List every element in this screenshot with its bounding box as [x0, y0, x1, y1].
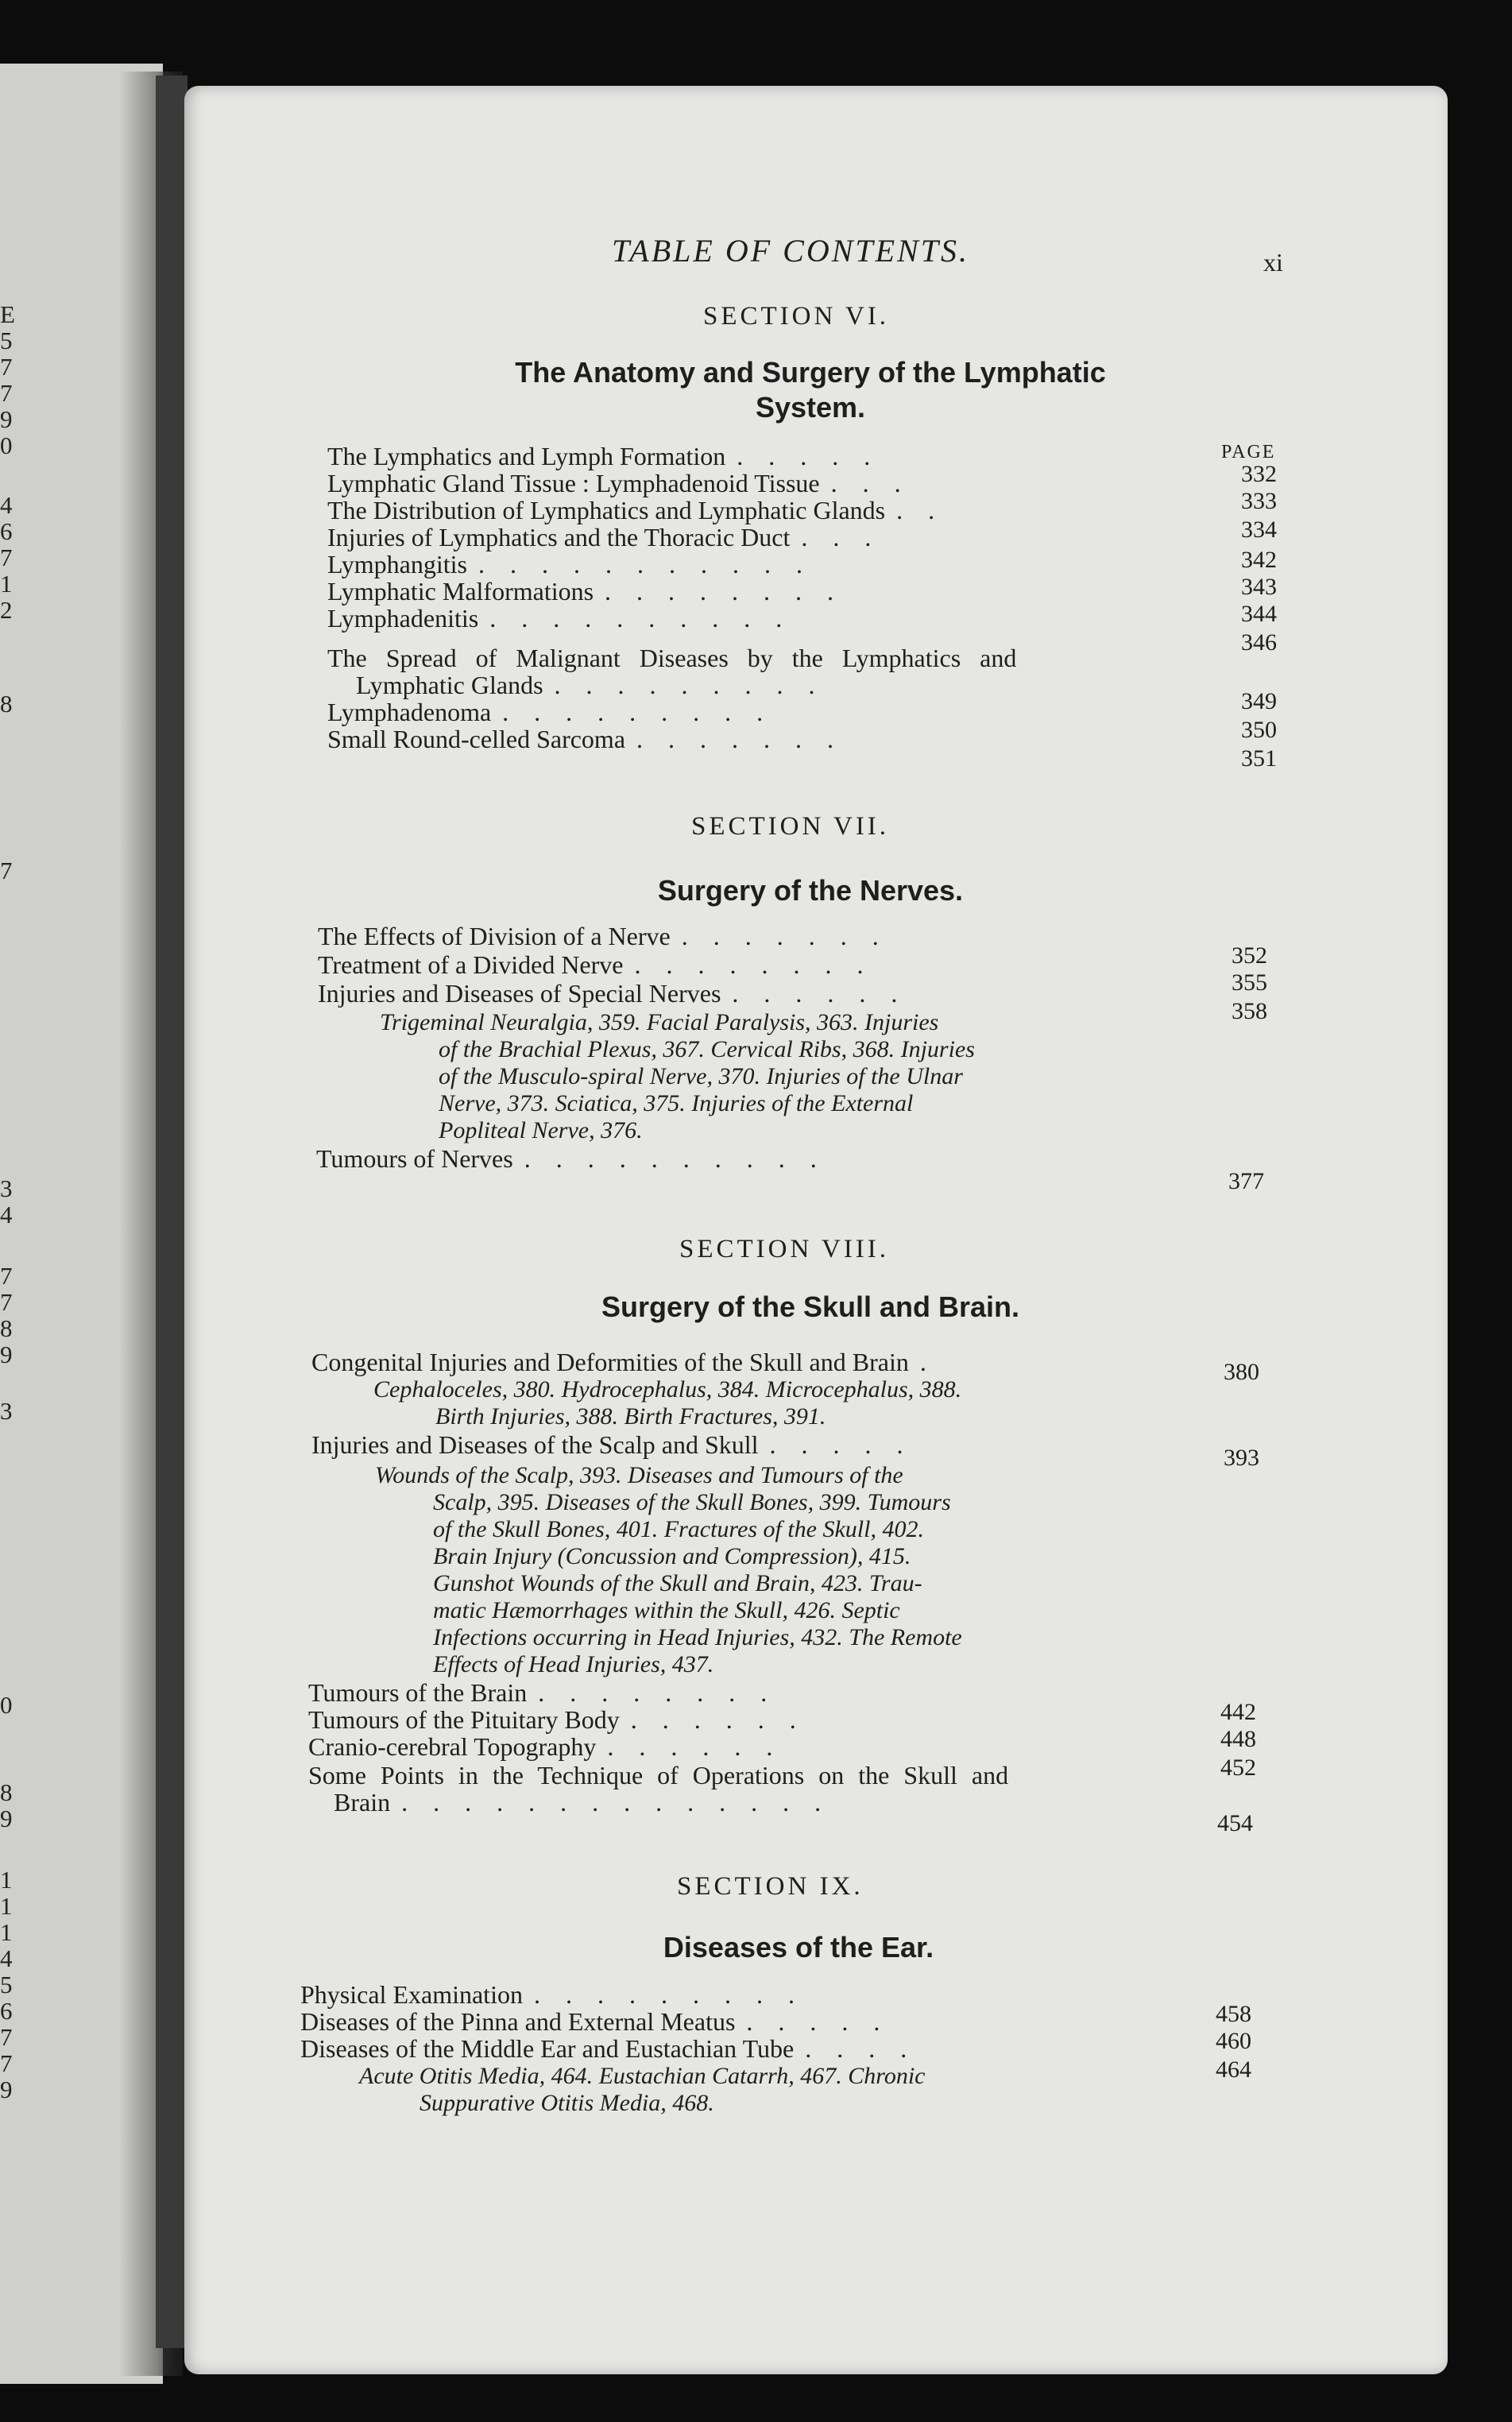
toc-entry[interactable]: [308, 1732, 798, 1762]
entry-page-number: 352: [1232, 942, 1267, 969]
margin-fragment: 7: [0, 2023, 13, 2051]
dot-leader: ........: [605, 577, 860, 606]
section-title: Surgery of the Nerves.: [657, 874, 964, 907]
section-title: Surgery of the Skull and Brain.: [601, 1290, 1020, 1323]
sub-entries-line: Nerve, 373. Sciatica, 375. Injuries of the External: [439, 1090, 914, 1116]
section-label: SECTION IX.: [677, 1872, 864, 1901]
entry-title: Lymphatic Glands: [356, 671, 543, 699]
sub-entries-line: Trigeminal Neuralgia, 359. Facial Paralysis, 363. Injuries: [380, 1009, 939, 1035]
entry-page-number: 344: [1241, 601, 1277, 627]
entry-page-number: 460: [1216, 2028, 1251, 2054]
margin-fragment: 9: [0, 1805, 13, 1832]
dot-leader: .....: [769, 1430, 929, 1459]
margin-fragment: 3: [0, 1397, 13, 1425]
toc-entry[interactable]: [327, 644, 1016, 673]
toc-entry[interactable]: [311, 1430, 929, 1460]
margin-fragment: 7: [0, 1262, 13, 1290]
entry-page-number: 349: [1241, 688, 1277, 714]
margin-fragment: 8: [0, 690, 13, 718]
dot-leader: ......: [732, 979, 923, 1008]
margin-fragment: 1: [0, 1892, 13, 1920]
dot-leader: ..: [896, 496, 961, 524]
entry-title: Cranio-cerebral Topography: [308, 1732, 597, 1761]
toc-entry[interactable]: [327, 577, 859, 606]
margin-fragment: 9: [0, 1341, 13, 1368]
page-number: xi: [1263, 248, 1283, 277]
toc-entry[interactable]: [316, 1144, 842, 1174]
entry-page-number: 380: [1224, 1359, 1259, 1385]
sub-entries-line: Acute Otitis Media, 464. Eustachian Catarrh, 467. Chronic: [359, 2063, 926, 2089]
toc-entry[interactable]: [311, 1348, 952, 1377]
sub-entries-line: matic Hæmorrhages within the Skull, 426. Septic: [433, 1597, 900, 1623]
toc-entry[interactable]: [327, 442, 895, 471]
entry-page-number: 454: [1217, 1810, 1253, 1836]
entry-page-number: 458: [1216, 2001, 1251, 2027]
entry-page-number: 442: [1220, 1699, 1256, 1725]
margin-fragment: 7: [0, 379, 13, 407]
toc-entry[interactable]: [327, 698, 788, 727]
dot-leader: ......: [630, 1705, 822, 1734]
toc-entry[interactable]: [300, 1980, 820, 2010]
dot-leader: ..............: [401, 1788, 847, 1816]
entry-page-number: 393: [1224, 1445, 1259, 1471]
dot-leader: ..........: [524, 1144, 842, 1173]
margin-fragment: 7: [0, 353, 13, 381]
section-label: SECTION VII.: [691, 812, 890, 841]
sub-entries-line: Popliteal Nerve, 376.: [439, 1117, 643, 1143]
entry-title: Treatment of a Divided Nerve: [318, 950, 624, 979]
toc-entry-continuation[interactable]: [334, 1788, 846, 1817]
dot-leader: .......: [636, 725, 860, 753]
margin-fragment: 7: [0, 857, 13, 884]
entry-title: Injuries and Diseases of the Scalp and Skull: [311, 1430, 759, 1459]
margin-fragment: 2: [0, 596, 13, 624]
entry-title: Tumours of Nerves: [316, 1144, 513, 1173]
entry-title: Congenital Injuries and Deformities of the Skull and Brain: [311, 1348, 909, 1376]
margin-fragment: 7: [0, 544, 13, 571]
margin-fragment: E: [0, 300, 15, 328]
margin-fragment: 1: [0, 570, 13, 598]
entry-title: Tumours of the Brain: [308, 1678, 528, 1707]
margin-fragment: 5: [0, 1971, 13, 1998]
entry-page-number: 452: [1220, 1755, 1256, 1781]
toc-entry[interactable]: [327, 523, 896, 552]
section-title: System.: [755, 391, 866, 424]
entry-page-number: 350: [1241, 717, 1277, 743]
sub-entries-line: Brain Injury (Concussion and Compression), 415.: [433, 1543, 911, 1569]
entry-page-number: 343: [1241, 574, 1277, 600]
dot-leader: .......: [681, 922, 904, 950]
entry-page-number: 377: [1228, 1168, 1264, 1194]
entry-page-number: 355: [1232, 969, 1267, 996]
sub-entries-line: Cephaloceles, 380. Hydrocephalus, 384. Microcephalus, 388.: [373, 1376, 962, 1403]
entry-title: Lymphadenitis: [327, 604, 479, 633]
entry-title: Injuries and Diseases of Special Nerves: [318, 979, 721, 1008]
toc-entry[interactable]: [300, 2007, 905, 2037]
toc-entry[interactable]: [327, 496, 960, 525]
dot-leader: ........: [538, 1678, 793, 1707]
margin-fragment: 9: [0, 2076, 13, 2103]
entry-page-number: 464: [1216, 2056, 1251, 2083]
dot-leader: ...: [830, 469, 926, 497]
margin-fragment: 7: [0, 2049, 13, 2077]
entry-title: Brain: [334, 1788, 391, 1816]
page-column-label: PAGE: [1221, 442, 1276, 462]
entry-title: Lymphadenoma: [327, 698, 492, 726]
margin-fragment: 1: [0, 1866, 13, 1894]
dot-leader: .....: [746, 2007, 906, 2036]
toc-entry[interactable]: [318, 950, 888, 980]
toc-entry[interactable]: [327, 469, 926, 498]
entry-page-number: 334: [1241, 517, 1277, 543]
margin-fragment: 8: [0, 1314, 13, 1342]
entry-title: The Effects of Division of a Nerve: [318, 922, 671, 950]
dot-leader: ...: [801, 523, 897, 551]
entry-title: Lymphatic Gland Tissue : Lymphadenoid Tissue: [327, 469, 820, 497]
dot-leader: .....: [737, 442, 896, 470]
dot-leader: .........: [554, 671, 841, 699]
entry-title: Diseases of the Middle Ear and Eustachian Tube: [300, 2034, 795, 2063]
section-title: Diseases of the Ear.: [663, 1931, 934, 1964]
entry-title: The Lymphatics and Lymph Formation: [327, 442, 726, 470]
sub-entries-line: of the Brachial Plexus, 367. Cervical Ribs, 368. Injuries: [439, 1036, 975, 1062]
toc-entry[interactable]: [327, 550, 828, 579]
entry-title: Some Points in the Technique of Operations on the Skull and: [308, 1761, 1009, 1789]
margin-fragment: 8: [0, 1778, 13, 1806]
margin-fragment: 9: [0, 405, 13, 433]
entry-title: Small Round-celled Sarcoma: [327, 725, 626, 753]
margin-fragment: 1: [0, 1918, 13, 1946]
entry-title: Tumours of the Pituitary Body: [308, 1705, 620, 1734]
margin-fragment: 3: [0, 1174, 13, 1202]
entry-page-number: 333: [1241, 488, 1277, 514]
entry-page-number: 332: [1241, 461, 1277, 487]
entry-page-number: 351: [1241, 745, 1277, 772]
entry-page-number: 358: [1232, 998, 1267, 1024]
entry-title: Diseases of the Pinna and External Meatus: [300, 2007, 736, 2036]
sub-entries-line: Effects of Head Injuries, 437.: [433, 1651, 714, 1677]
dot-leader: .: [919, 1348, 952, 1376]
sub-entries-line: of the Skull Bones, 401. Fractures of the Skull, 402.: [433, 1516, 924, 1542]
toc-entry[interactable]: [327, 604, 807, 633]
entry-title: Injuries of Lymphatics and the Thoracic Duct: [327, 523, 791, 551]
entry-title: Physical Examination: [300, 1980, 523, 2009]
sub-entries-line: Scalp, 395. Diseases of the Skull Bones, 399. Tumours: [433, 1489, 951, 1515]
toc-entry[interactable]: [308, 1761, 1008, 1790]
margin-fragment: 5: [0, 327, 13, 354]
dot-leader: ..........: [489, 604, 808, 633]
sub-entries-line: Gunshot Wounds of the Skull and Brain, 423. Trau-: [433, 1570, 922, 1596]
toc-entry-continuation[interactable]: [356, 671, 841, 700]
margin-fragment: 6: [0, 1997, 13, 2025]
dot-leader: ........: [634, 950, 889, 979]
entry-page-number: 346: [1241, 629, 1277, 656]
dot-leader: ....: [805, 2034, 933, 2063]
sub-entries-line: Wounds of the Scalp, 393. Diseases and Tumours of the: [375, 1462, 903, 1488]
margin-fragment: 4: [0, 491, 13, 519]
section-label: SECTION VI.: [703, 302, 890, 331]
dot-leader: ...........: [478, 550, 828, 578]
sub-entries-line: Birth Injuries, 388. Birth Fractures, 391.: [435, 1403, 826, 1430]
dot-leader: .........: [502, 698, 789, 726]
toc-entry[interactable]: [318, 979, 922, 1008]
toc-entry[interactable]: [308, 1705, 822, 1735]
sub-entries-line: Suppurative Otitis Media, 468.: [420, 2090, 714, 2116]
margin-fragment: 0: [0, 1691, 13, 1719]
sub-entries-line: of the Musculo-spiral Nerve, 370. Injuries of the Ulnar: [439, 1063, 963, 1089]
margin-fragment: 4: [0, 1944, 13, 1972]
margin-fragment: 7: [0, 1288, 13, 1316]
section-label: SECTION VIII.: [679, 1235, 890, 1263]
book-spine: [156, 75, 188, 2348]
margin-fragment: 0: [0, 431, 13, 459]
entry-title: Lymphatic Malformations: [327, 577, 594, 606]
toc-entry[interactable]: [308, 1678, 792, 1708]
section-title: The Anatomy and Surgery of the Lymphatic: [515, 356, 1106, 389]
sub-entries-line: Infections occurring in Head Injuries, 432. The Remote: [433, 1624, 962, 1650]
toc-entry[interactable]: [300, 2034, 932, 2064]
margin-fragment: 6: [0, 517, 13, 545]
dot-leader: ......: [607, 1732, 799, 1761]
margin-fragment: 4: [0, 1201, 13, 1228]
entry-title: The Spread of Malignant Diseases by the Lymphatics and: [327, 644, 1017, 672]
dot-leader: .........: [533, 1980, 820, 2009]
entry-title: The Distribution of Lymphatics and Lymphatic Glands: [327, 496, 886, 524]
toc-entry[interactable]: [318, 922, 904, 951]
entry-page-number: 448: [1220, 1726, 1256, 1752]
entry-title: Lymphangitis: [327, 550, 467, 578]
running-head: TABLE OF CONTENTS.: [612, 233, 969, 269]
toc-entry[interactable]: [327, 725, 859, 754]
entry-page-number: 342: [1241, 547, 1277, 573]
